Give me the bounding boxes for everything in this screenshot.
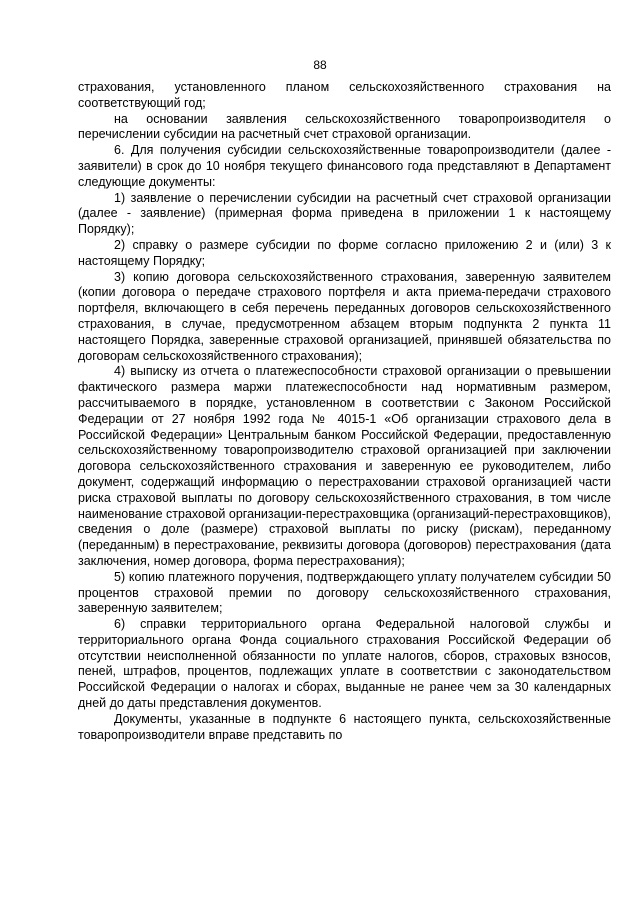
paragraph: на основании заявления сельскохозяйственного товаропроизводителя о перечислении субсидии на расчетный счет страховой организации. [78,111,611,142]
paragraph: 5) копию платежного поручения, подтверждающего уплату получателем субсидии 50 процентов страховой премии по договору сельскохозяйственного страхования, заверенную заявителем; [78,569,611,616]
paragraph: 4) выписку из отчета о платежеспособности страховой организации о превышении фактического размера маржи платежеспособности над нормативным размером, рассчитываемого в порядке, установленном в соответствии с Законом Российской Федерации от 27 ноября 1992 года № 4015-1 «Об организации страхового дела в Российской Федерации» Центральным банком Российской Федерации, предоставленную сельскохозяйственному товаропроизводителю страховой организацией при заключении договора сельскохозяйственного страхования и заверенную ее руководителем, либо документ, содержащий информацию о перестраховании страховой организацией части риска страховой выплаты по договору сельскохозяйственного страхования, в том числе наименование страховой организации-перестраховщика (организаций-перестраховщиков), сведения о доле (размере) страховой выплаты по риску (рискам), переданному (переданным) в перестрахование, реквизиты договора (договоров) перестрахования (дата заключения, номер договора, форма перестрахования); [78,364,611,568]
paragraph: 6. Для получения субсидии сельскохозяйственные товаропроизводители (далее - заявители) в срок до 10 ноября текущего финансового года представляют в Департамент следующие документы: [78,143,611,189]
paragraph: 3) копию договора сельскохозяйственного страхования, заверенную заявителем (копии договора о передаче страхового портфеля и акта приема-передачи страхового портфеля, включающего в себя перечень переданных договоров сельскохозяйственного страхования, в случае, предусмотренном абзацем вторым подпункта 2 пункта 11 настоящего Порядка, заверенные страховой организацией, принявшей обязательства по договорам сельскохозяйственного страхования); [78,269,611,363]
page-number: 88 [313,58,327,72]
paragraph: 6) справки территориального органа Федеральной налоговой службы и территориального органа Фонда социального страхования Российской Федерации об отсутствии неисполненной обязанности по уплате налогов, сборов, страховых взносов, пеней, штрафов, процентов, подлежащих уплате в соответствии с законодательством Российской Федерации о налогах и сборах, выданные не ранее чем за 30 календарных дней до даты представления документов. [78,617,611,711]
paragraph: 2) справку о размере субсидии по форме согласно приложению 2 и (или) 3 к настоящему Порядку; [78,237,611,268]
paragraph: страхования, установленного планом сельскохозяйственного страхования на соответствующий год; [78,80,611,110]
document-body [78,80,611,743]
paragraph: Документы, указанные в подпункте 6 настоящего пункта, сельскохозяйственные товаропроизводители вправе представить по [78,711,611,742]
paragraph: 1) заявление о перечислении субсидии на расчетный счет страховой организации (далее - заявление) (примерная форма приведена в приложении 1 к настоящему Порядку); [78,190,611,237]
